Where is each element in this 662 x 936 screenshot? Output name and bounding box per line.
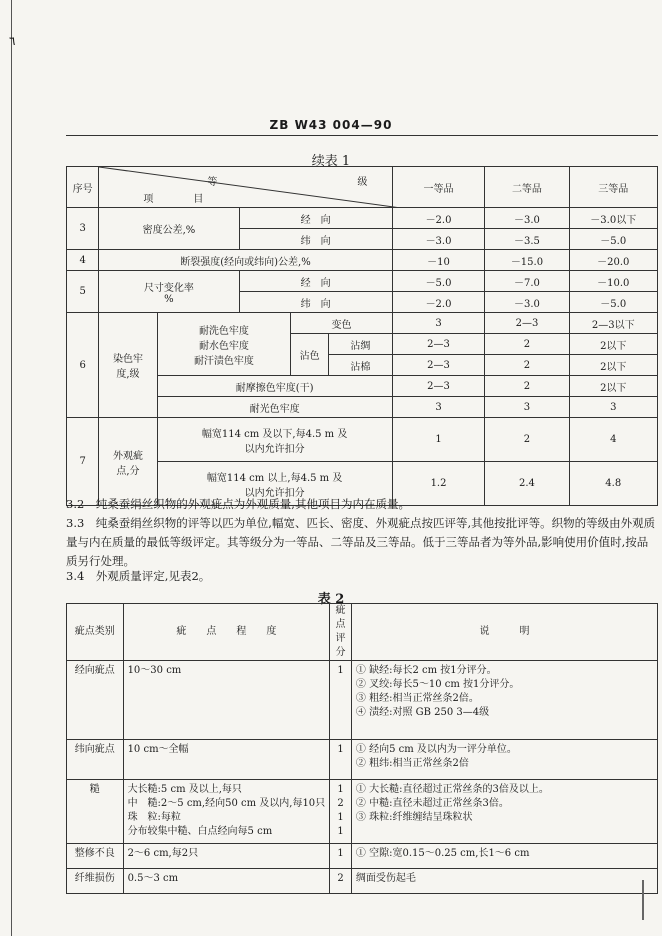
t2-note-line: ① 大长糙:直径超过正常丝条的3倍及以上。 (355, 784, 549, 795)
row7-group (99, 418, 157, 506)
t2-score (330, 780, 352, 844)
cell: 3 (485, 397, 569, 418)
cell: －2.0 (392, 208, 485, 229)
t2-note (351, 740, 657, 780)
row6-group (99, 313, 157, 418)
row6-subitems (157, 313, 291, 376)
cell: 3 (569, 397, 658, 418)
cell: 2—3 (392, 376, 485, 397)
header-second-grade: 二等品 (485, 167, 569, 208)
cell: －15.0 (485, 250, 569, 271)
cell: 1 (392, 418, 485, 462)
t2-degree (123, 740, 330, 780)
row6-sub1: 耐洗色牢度 (198, 325, 249, 337)
row5-no: 5 (67, 271, 99, 313)
cell: 2以下 (569, 355, 658, 376)
t2-note-line: ② 中糙:直径未超过正常丝条3倍。 (355, 798, 509, 809)
cell: －3.0 (485, 208, 569, 229)
t2-score-value: 1 (337, 784, 344, 795)
t2-degree-line: 10 cm～全幅 (127, 744, 189, 755)
header-item: 项 (143, 194, 154, 205)
t2-category: 经向疵点 (67, 661, 124, 740)
cell: 2 (485, 376, 569, 397)
cell: 4 (569, 418, 658, 462)
t2-score (330, 661, 352, 740)
row3-warp: 经 向 (239, 208, 392, 229)
row7-group-line1: 外观疵 (112, 450, 143, 462)
row6-fade: 变色 (291, 313, 392, 334)
t2-degree: 0.5～3 cm (123, 869, 330, 894)
cell: 2 (485, 418, 569, 462)
cell: －5.0 (569, 292, 658, 313)
t2-header-note: 说 明 (351, 604, 657, 661)
t2-header-category: 疵点类别 (67, 604, 124, 661)
row3-no: 3 (67, 208, 99, 250)
cell: －3.0 (392, 229, 485, 250)
header-item-suffix: 目 (193, 194, 204, 205)
row3-weft: 纬 向 (239, 229, 392, 250)
table2 (66, 603, 658, 894)
row6-stain-cotton: 沾棉 (329, 355, 393, 376)
header-rule (66, 135, 658, 136)
t2-score-value: 1 (337, 744, 344, 755)
row7-b-line2: 以内允许扣分 (244, 487, 305, 499)
t2-note-line: ③ 珠粒:纤维缠结呈珠粒状 (355, 812, 473, 823)
cell: －5.0 (392, 271, 485, 292)
cell: 2 (485, 355, 569, 376)
header-grade: 等 (207, 177, 218, 188)
cell: －2.0 (392, 292, 485, 313)
row5-item-line2: % (164, 293, 174, 305)
cell: 1.2 (392, 462, 485, 506)
row6-sub2: 耐水色牢度 (198, 340, 249, 352)
row6-group-line2: 度,级 (116, 369, 140, 380)
t2-note-line: ② 叉绞:每长5～10 cm 按1分评分。 (355, 679, 520, 690)
t2-header-score-line2: 评分 (335, 633, 346, 658)
row7-no: 7 (67, 418, 99, 506)
t2-score: 2 (330, 869, 352, 894)
row5-warp: 经 向 (239, 271, 392, 292)
cell: 2.4 (485, 462, 569, 506)
table1-caption: 续表 1 (311, 154, 351, 169)
row7-b-line1: 幅宽114 cm 以上,每4.5 m 及 (206, 472, 343, 484)
row5-item-line1: 尺寸变化率 (143, 282, 194, 294)
cell: 4.8 (569, 462, 658, 506)
cell: 2 (485, 334, 569, 355)
t2-header-score (330, 604, 352, 661)
cell: －3.5 (485, 229, 569, 250)
t2-category: 糙 (67, 780, 124, 844)
cell: －10.0 (569, 271, 658, 292)
t2-header-score-line1: 疵点 (335, 605, 346, 630)
t2-note-line: ② 粗纬:相当正常丝条2倍 (355, 758, 469, 769)
row7-a (157, 418, 392, 462)
t2-note-line: ① 缺经:每长2 cm 按1分评分。 (355, 665, 497, 676)
t2-note: 绸面受伤起毛 (351, 869, 657, 894)
row5-item (99, 271, 239, 313)
row7-group-line2: 点,分 (116, 465, 140, 477)
row3-item: 密度公差,% (99, 208, 239, 250)
t2-score-value: 1 (337, 826, 344, 837)
t2-score-value: 2 (337, 798, 344, 809)
cell: －3.0以下 (569, 208, 658, 229)
cell: 2—3 (392, 355, 485, 376)
t2-degree: 2～6 cm,每2只 (123, 844, 330, 869)
t2-degree-line: 大长糙:5 cm 及以上,每只 (127, 784, 242, 795)
t2-note-line: ④ 渍经:对照 GB 250 3—4级 (355, 707, 490, 718)
header-grade-item (99, 167, 392, 208)
t2-category: 纤维损伤 (67, 869, 124, 894)
cell: 3 (392, 397, 485, 418)
page-edge-line (11, 0, 12, 936)
row6-no: 6 (67, 313, 99, 418)
t2-note (351, 780, 657, 844)
row6-stain-silk: 沾绸 (329, 334, 393, 355)
cell: 2—3以下 (569, 313, 658, 334)
t2-note (351, 661, 657, 740)
t2-score (330, 740, 352, 780)
row6-group-line1: 染色牢 (112, 354, 143, 365)
cell: 2以下 (569, 376, 658, 397)
row6-sub3: 耐汗渍色牢度 (193, 355, 254, 367)
t2-note-line: ③ 粗经:相当正常丝条2倍。 (355, 693, 479, 704)
table2-caption: 表 2 (317, 592, 345, 607)
row6-stain: 沾色 (291, 334, 329, 376)
t2-note: ① 空隙:宽0.15～0.25 cm,长1～6 cm (351, 844, 657, 869)
t2-category: 整修不良 (67, 844, 124, 869)
paragraph-3-2: 3.2 纯桑蚕绢丝织物的外观疵点为外观质量,其他项目为内在质量。 (66, 497, 410, 511)
t2-degree-line: 中 糙:2～5 cm,经向50 cm 及以内,每10只 (127, 798, 326, 809)
t2-category: 纬向疵点 (67, 740, 124, 780)
header-grade-suffix: 级 (357, 177, 368, 188)
t2-score-value: 1 (337, 812, 344, 823)
t2-header-degree: 疵 点 程 度 (123, 604, 330, 661)
cell: 2以下 (569, 334, 658, 355)
cell: 2—3 (485, 313, 569, 334)
table1 (66, 166, 658, 506)
cell: 3 (392, 313, 485, 334)
t2-degree (123, 661, 330, 740)
row4-no: 4 (67, 250, 99, 271)
row5-weft: 纬 向 (239, 292, 392, 313)
t2-degree-line: 10～30 cm (127, 665, 182, 676)
cell: －3.0 (485, 292, 569, 313)
t2-degree (123, 780, 330, 844)
header-third-grade: 三等品 (569, 167, 658, 208)
t2-score-value: 1 (337, 665, 344, 676)
t2-degree-line: 分布较集中糙、白点经向每5 cm (127, 826, 273, 837)
row7-a-line1: 幅宽114 cm 及以下,每4.5 m 及 (201, 428, 348, 440)
cell: －20.0 (569, 250, 658, 271)
cell: 2—3 (392, 334, 485, 355)
t2-note-line: ① 经向5 cm 及以内为一评分单位。 (355, 744, 517, 755)
cell: －5.0 (569, 229, 658, 250)
header-first-grade: 一等品 (392, 167, 485, 208)
row6-rub: 耐摩擦色牢度(干) (157, 376, 392, 397)
paragraph-3-4: 3.4 外观质量评定,见表2。 (66, 569, 211, 583)
t2-score: 1 (330, 844, 352, 869)
t2-degree-line: 珠 粒:每粒 (127, 812, 181, 823)
row4-item: 断裂强度(经向或纬向)公差,% (99, 250, 392, 271)
paragraph-3-3: 3.3 纯桑蚕绢丝织物的评等以匹为单位,幅宽、匹长、密度、外观疵点按匹评等,其他按批评等。织物的等级由外观质量与内在质量的最低等级评定。其等级分为一等品、二等品及三等品。低于三等品者为等外品,影响使用价值时,按品质另行处理。 (66, 516, 656, 568)
margin-mark (642, 880, 644, 920)
corner-mark: ٦ (9, 34, 16, 48)
row6-light: 耐光色牢度 (157, 397, 392, 418)
row7-a-line2: 以内允许扣分 (244, 443, 305, 455)
header-no: 序号 (67, 167, 99, 208)
cell: －7.0 (485, 271, 569, 292)
standard-code: ZB W43 004—90 (269, 118, 393, 132)
cell: －10 (392, 250, 485, 271)
